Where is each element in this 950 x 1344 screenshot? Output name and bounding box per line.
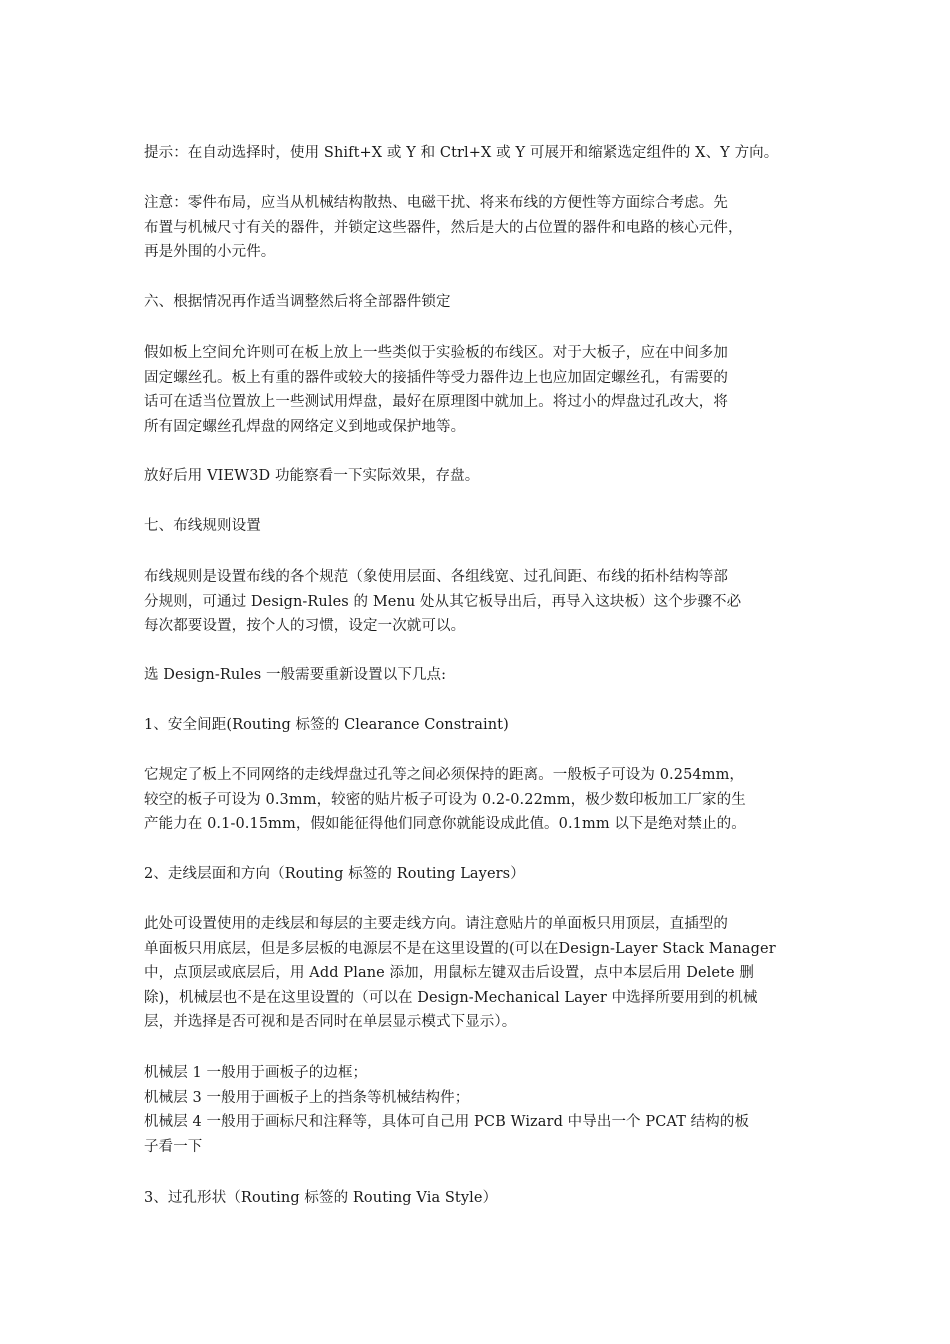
text-line: 机械层 1 一般用于画板子的边框； bbox=[144, 1065, 368, 1081]
text-line: 布置与机械尺寸有关的器件，并锁定这些器件，然后是大的占位置的器件和电路的核心元件， bbox=[144, 219, 743, 236]
heading-text: 六、根据情况再作适当调整然后将全部器件锁定 bbox=[144, 294, 451, 310]
section-heading bbox=[144, 290, 808, 315]
heading-text: 2、走线层面和方向（Routing 标签的 Routing Layers） bbox=[144, 866, 525, 882]
body-paragraph bbox=[144, 341, 808, 439]
text-line: 注意：零件布局，应当从机械结构散热、电磁干扰、将来布线的方便性等方面综合考虑。先 bbox=[144, 195, 728, 211]
text-line: 所有固定螺丝孔焊盘的网络定义到地或保护地等。 bbox=[144, 418, 466, 435]
list-item-heading bbox=[144, 713, 808, 738]
text-line: 再是外围的小元件。 bbox=[144, 244, 276, 260]
text-line: 机械层 3 一般用于画板子上的挡条等机械结构件； bbox=[144, 1089, 470, 1106]
text-line: 除)，机械层也不是在这里设置的（可以在 Design-Mechanical Layer 中选择所要用到的机械 bbox=[144, 989, 758, 1006]
body-paragraph bbox=[144, 464, 808, 489]
note-paragraph bbox=[144, 191, 808, 265]
text-line: 较空的板子可设为 0.3mm，较密的贴片板子可设为 0.2-0.22mm，极少数印板加工厂家的生 bbox=[144, 791, 746, 808]
text-line: 它规定了板上不同网络的走线焊盘过孔等之间必须保持的距离。一般板子可设为 0.254mm， bbox=[144, 767, 745, 783]
tip-paragraph bbox=[144, 141, 808, 166]
text-line: 分规则，可通过 Design-Rules 的 Menu 处从其它板导出后，再导入这块板）这个步骤不必 bbox=[144, 593, 742, 610]
body-paragraph bbox=[144, 565, 808, 639]
body-paragraph bbox=[144, 912, 808, 1035]
text-line: 每次都要设置，按个人的习惯，设定一次就可以。 bbox=[144, 618, 466, 634]
heading-text: 3、过孔形状（Routing 标签的 Routing Via Style） bbox=[144, 1190, 498, 1206]
text-line: 子看一下 bbox=[144, 1138, 203, 1155]
section-heading bbox=[144, 514, 808, 539]
text-line: 产能力在 0.1-0.15mm，假如能征得他们同意你就能设成此值。0.1mm 以下是绝对禁止的。 bbox=[144, 816, 746, 832]
heading-text: 七、布线规则设置 bbox=[144, 518, 261, 534]
text-line: 假如板上空间允许则可在板上放上一些类似于实验板的布线区。对于大板子，应在中间多加 bbox=[144, 345, 728, 361]
mechanical-layer-list bbox=[144, 1061, 808, 1159]
body-paragraph bbox=[144, 663, 808, 688]
list-item-heading bbox=[144, 862, 808, 887]
text-line: 层，并选择是否可视和是否同时在单层显示模式下显示）。 bbox=[144, 1014, 517, 1030]
text-line: 固定螺丝孔。板上有重的器件或较大的接插件等受力器件边上也应加固定螺丝孔，有需要的 bbox=[144, 369, 728, 386]
body-paragraph bbox=[144, 763, 808, 837]
text-line: 中，点顶层或底层后，用 Add Plane 添加，用鼠标左键双击后设置，点中本层后用 Delete 删 bbox=[144, 965, 754, 981]
text-line: 放好后用 VIEW3D 功能察看一下实际效果，存盘。 bbox=[144, 468, 480, 484]
heading-text: 1、安全间距(Routing 标签的 Clearance Constraint) bbox=[144, 717, 509, 733]
text-line: 话可在适当位置放上一些测试用焊盘，最好在原理图中就加上。将过小的焊盘过孔改大，将 bbox=[144, 394, 728, 410]
text-line: 此处可设置使用的走线层和每层的主要走线方向。请注意贴片的单面板只用顶层，直插型的 bbox=[144, 916, 728, 932]
text-line: 布线规则是设置布线的各个规范（象使用层面、各组线宽、过孔间距、布线的拓朴结构等部 bbox=[144, 569, 728, 585]
text-line: 机械层 4 一般用于画标尺和注释等，具体可自己用 PCB Wizard 中导出一个 PCAT 结构的板 bbox=[144, 1114, 750, 1130]
text-line: 提示：在自动选择时，使用 Shift+X 或 Y 和 Ctrl+X 或 Y 可展开和缩紧选定组件的 X、Y 方向。 bbox=[144, 145, 779, 161]
list-item-heading bbox=[144, 1186, 808, 1211]
text-line: 选 Design-Rules 一般需要重新设置以下几点: bbox=[144, 667, 447, 683]
text-line: 单面板只用底层，但是多层板的电源层不是在这里设置的(可以在Design-Layer Stack Manager bbox=[144, 940, 776, 957]
